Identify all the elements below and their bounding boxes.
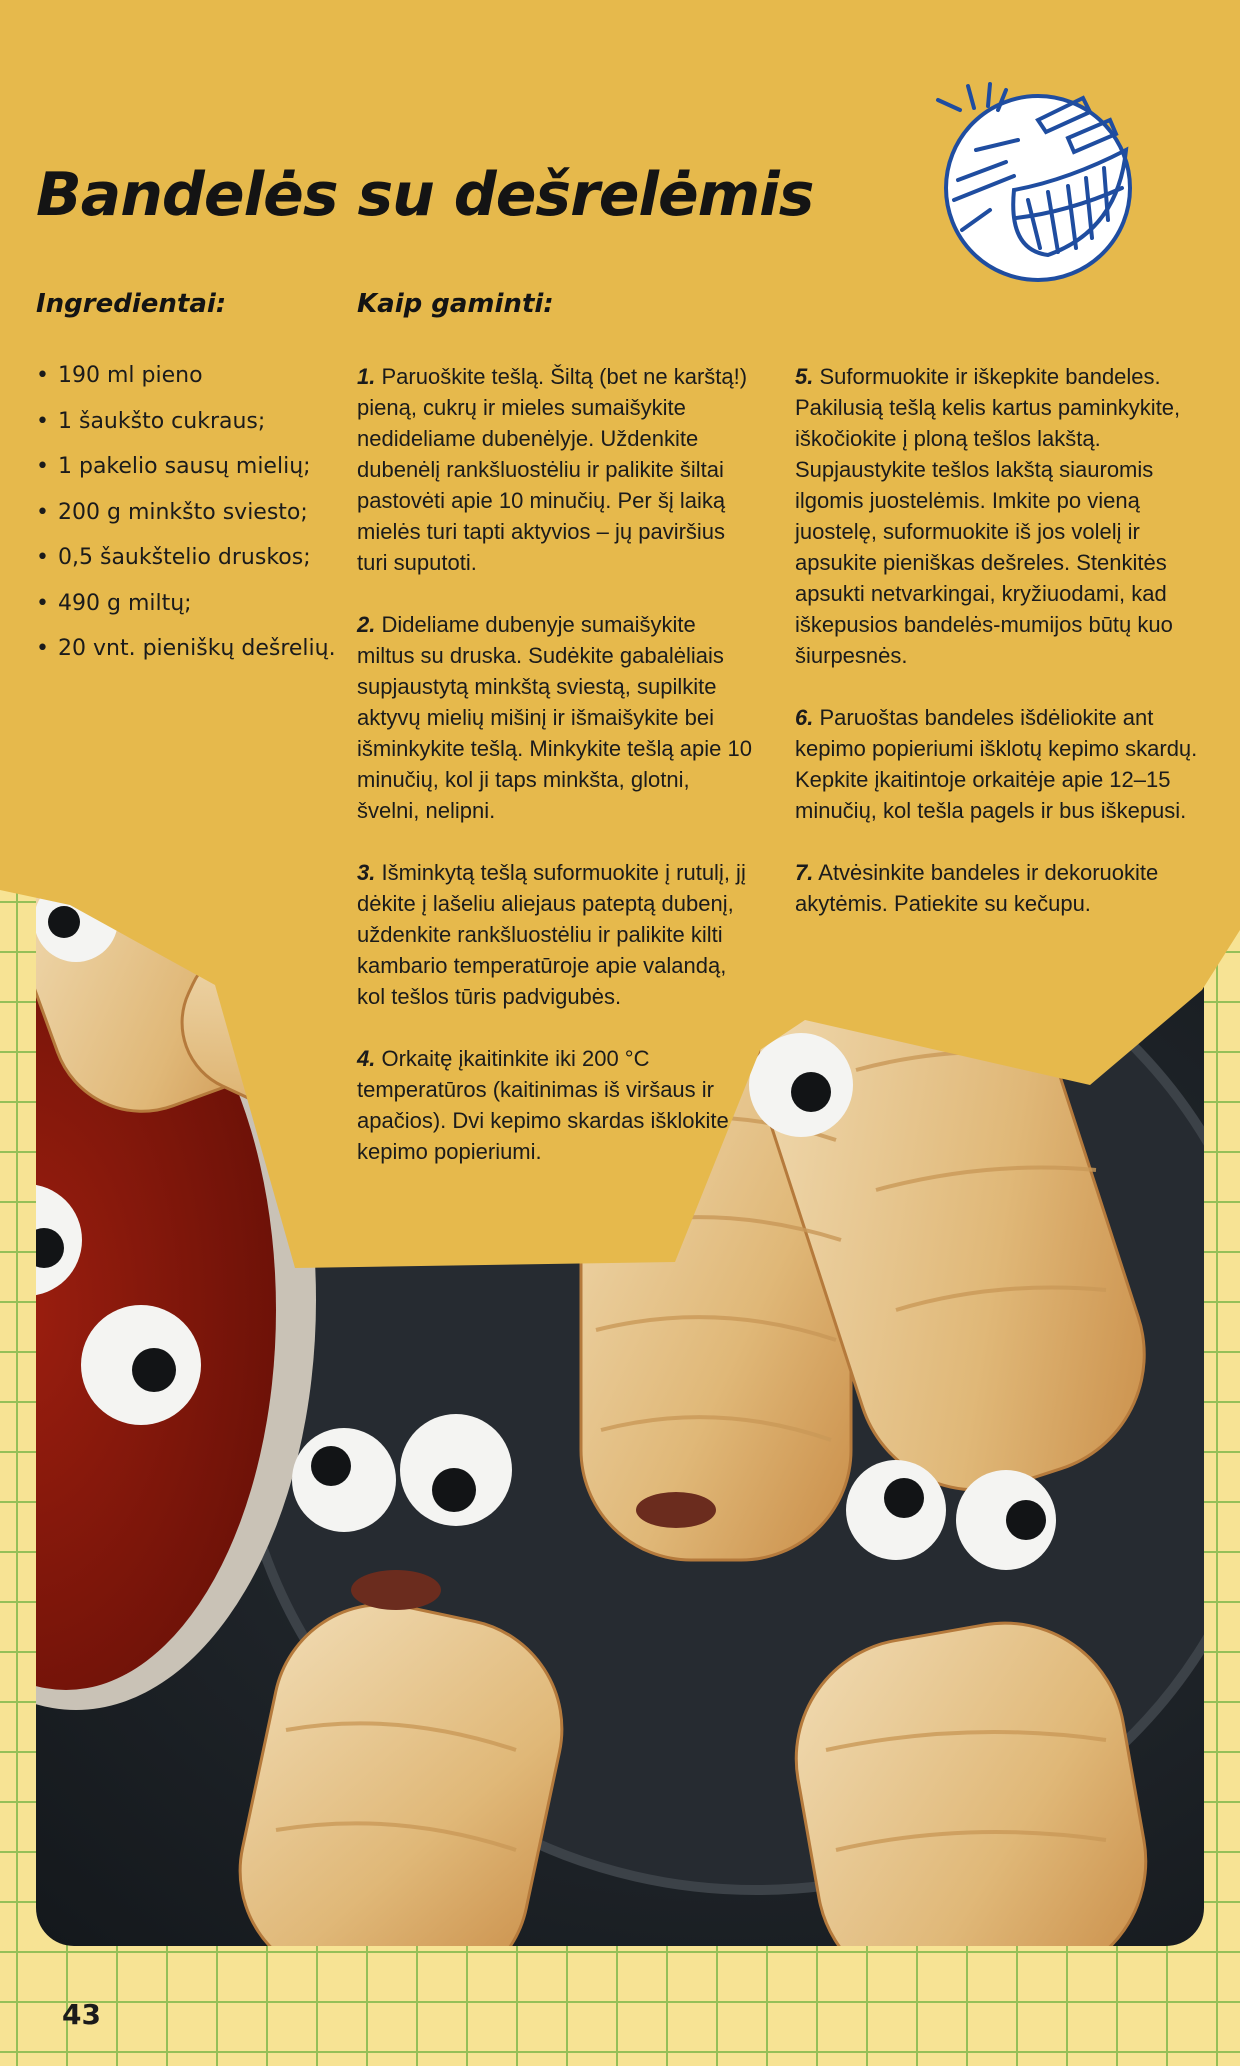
- step-text: Išminkytą tešlą suformuokite į rutulį, jį dėkite į lašeliu aliejaus pateptą dubenį, uždenkite rankšluostėliu ir palikite kilti kambario temperatūroje apie valandą, kol tešlos tūris padvigubės.: [357, 860, 746, 1009]
- ingredient-item: • 1 pakelio sausų mielių;: [36, 449, 336, 495]
- ingredient-item: • 490 g miltų;: [36, 586, 336, 632]
- step-number: 5.: [795, 364, 814, 389]
- step-text: Atvėsinkite bandeles ir dekoruokite akytėmis. Patiekite su kečupu.: [795, 860, 1159, 916]
- recipe-title: Bandelės su dešrelėmis: [36, 160, 814, 230]
- ingredients-heading: Ingredientai:: [36, 289, 227, 319]
- step-text: Orkaitę įkaitinkite iki 200 °C temperatūros (kaitinimas iš viršaus ir apačios). Dvi kepimo skardas išklokite kepimo popieriumi.: [357, 1046, 729, 1164]
- step-7: [795, 857, 1200, 919]
- step-3: [357, 857, 755, 1012]
- ingredient-item: • 190 ml pieno: [36, 358, 336, 404]
- step-text: Suformuokite ir iškepkite bandeles. Pakilusią tešlą kelis kartus paminkykite, iškočiokite į ploną tešlos lakštą. Supjaustykite tešlos lakštą siauromis ilgomis juostelėmis. Imkite po vieną juostelę, suformuokite iš jos volelį ir apsukite pieniškas dešreles. Stenkitės apsukti netvarkingai, kryžiuodami, kad iškepusios bandelės-mumijos būtų kuo šiurpesnės.: [795, 364, 1181, 668]
- ingredient-item: • 20 vnt. pieniškų dešrelių.: [36, 631, 336, 677]
- step-number: 1.: [357, 364, 376, 389]
- step-1: [357, 361, 755, 578]
- ingredient-item: • 200 g minkšto sviesto;: [36, 495, 336, 541]
- instructions-column-1: [357, 361, 755, 1198]
- step-number: 7.: [795, 860, 814, 885]
- step-number: 4.: [357, 1046, 376, 1071]
- instructions-heading: Kaip gaminti:: [357, 289, 554, 319]
- step-6: [795, 702, 1200, 826]
- laughing-face-icon: [918, 80, 1158, 290]
- ingredient-item: • 1 šaukšto cukraus;: [36, 404, 336, 450]
- step-number: 3.: [357, 860, 376, 885]
- step-number: 2.: [357, 612, 376, 637]
- step-text: Dideliame dubenyje sumaišykite miltus su druska. Sudėkite gabalėliais supjaustytą minkštą sviestą, supilkite aktyvų mielių mišinį ir išmaišykite bei išminkykite tešlą. Minkykite tešlą apie 10 minučių, kol ji taps minkšta, glotni, švelni, nelipni.: [357, 612, 752, 823]
- step-4: [357, 1043, 755, 1167]
- step-2: [357, 609, 755, 826]
- step-number: 6.: [795, 705, 814, 730]
- ingredient-item: • 0,5 šaukštelio druskos;: [36, 540, 336, 586]
- instructions-column-2: [795, 361, 1200, 950]
- step-5: [795, 361, 1200, 671]
- page-number: 43: [62, 1998, 101, 2031]
- step-text: Paruoškite tešlą. Šiltą (bet ne karštą!) pieną, cukrų ir mieles sumaišykite nedideliame dubenėlyje. Uždenkite dubenėlį rankšluostėliu ir palikite šiltai pastovėti apie 10 minučių. Per šį laiką mielės turi tapti aktyvios – jų paviršius turi suputoti.: [357, 364, 748, 575]
- ingredients-list: [36, 358, 336, 677]
- step-text: Paruoštas bandeles išdėliokite ant kepimo popieriumi išklotų kepimo skardų. Kepkite įkaitintoje orkaitėje apie 12–15 minučių, kol tešla pagels ir bus iškepusi.: [795, 705, 1198, 823]
